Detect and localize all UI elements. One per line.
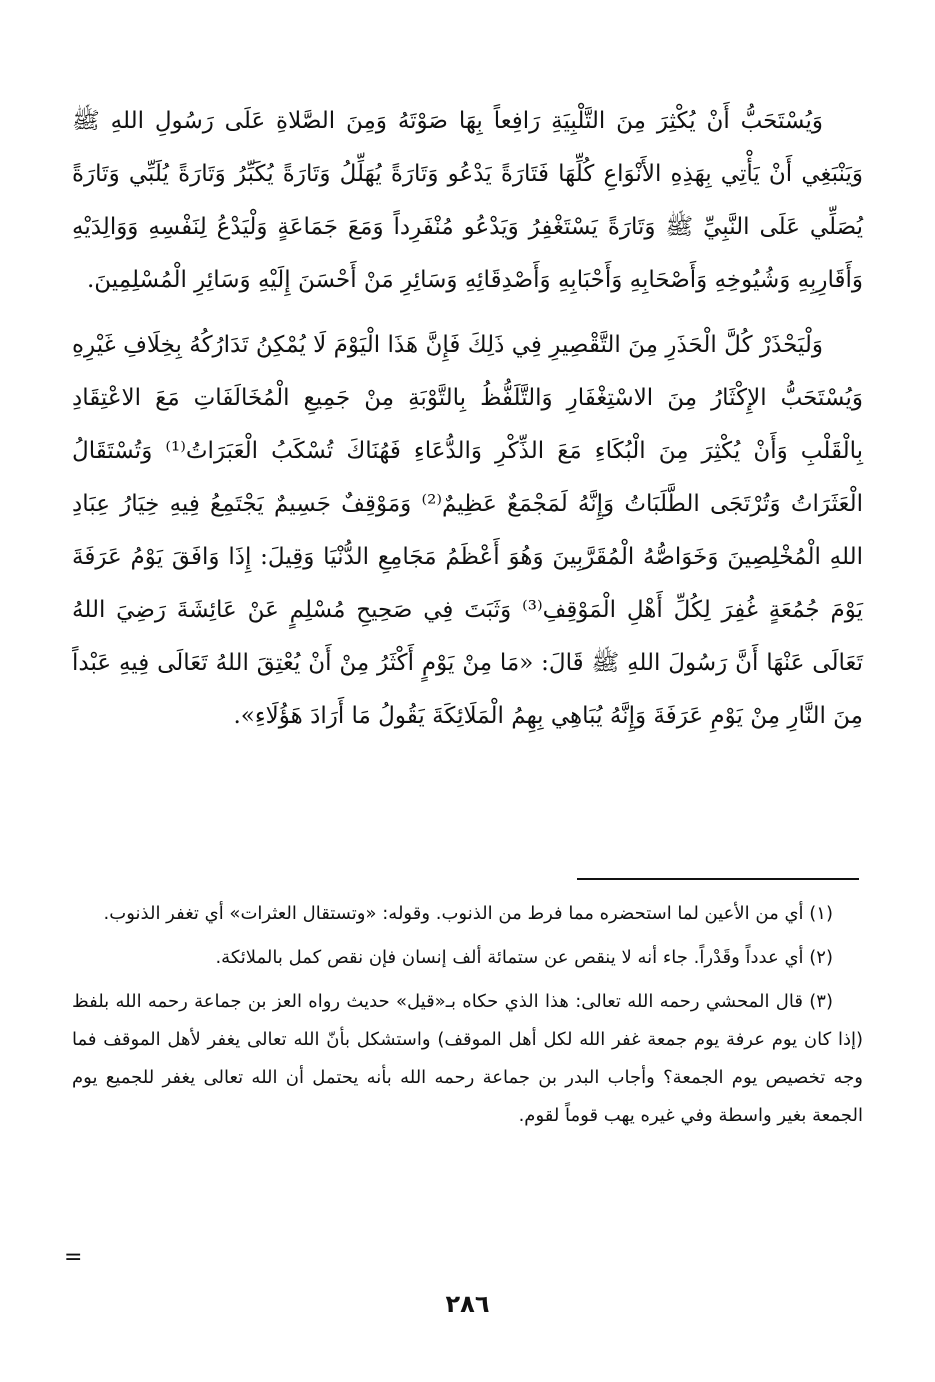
footnotes: [72, 895, 863, 1141]
main-text: [72, 95, 863, 755]
footnote-3: (٣) قال المحشي رحمه الله تعالى: هذا الذي حكاه بـ«قيل» حديث رواه العز بن جماعة رحمه الله بلفظ (إذا كان يوم عرفة يوم جمعة غفر الله لكل أهل الموقف) واستشكل بأنّ الله تعالى يغفر لأهل الموقف فما وجه تخصيص يوم الجمعة؟ وأجاب البدر بن جماعة رحمه الله بأنه يحتمل أن الله تعالى يغفر للجميع يوم الجمعة بغير واسطة وفي غيره يهب قوماً لقوم.: [72, 991, 863, 1126]
footnote-2: (٢) أي عدداً وقَدْراً. جاء أنه لا ينقص عن ستمائة ألف إنسان فإن نقص كمل بالملائكة.: [215, 947, 833, 968]
paragraph-2: وَلْيَحْذَرْ كُلَّ الْحَذَرِ مِنَ التَّقْصِيرِ فِي ذَلِكَ فَإِنَّ هَذَا الْيَوْمَ لَا يُمْكِنُ تَدَارُكُهُ بِخِلَافِ غَيْرِهِ وَيُسْتَحَبُّ الإِكْثَارُ مِنَ الاسْتِغْفَارِ وَالتَّلَفُّظُ بِالتَّوْبَةِ مِنْ جَمِيعِ الْمُخَالَفَاتِ مَعَ الاعْتِقَادِ بِالْقَلْبِ وَأَنْ يُكْثِرَ مِنَ الْبُكَاءِ مَعَ الذِّكْرِ وَالدُّعَاءِ فَهُنَاكَ تُسْكَبُ الْعَبَرَاتُ⁽¹⁾ وَتُسْتَقَالُ الْعَثَرَاتُ وَتُرْتَجَى الطَّلَبَاتُ وَإِنَّهُ لَمَجْمَعٌ عَظِيمٌ⁽²⁾ وَمَوْقِفٌ جَسِيمٌ يَجْتَمِعُ فِيهِ خِيَارُ عِبَادِ اللهِ الْمُخْلِصِينَ وَخَوَاصُّهُ الْمُقَرَّبِينَ وَهُوَ أَعْظَمُ مَجَامِعِ الدُّنْيَا وَقِيلَ: إِذَا وَافَقَ يَوْمُ عَرَفَةَ يَوْمَ جُمُعَةٍ غُفِرَ لِكُلِّ أَهْلِ الْمَوْقِفِ⁽³⁾ وَثَبَتَ فِي صَحِيحِ مُسْلِمٍ عَنْ عَائِشَةَ رَضِيَ اللهُ تَعَالَى عَنْهَا أَنَّ رَسُولَ اللهِ ﷺ قَالَ: «مَا مِنْ يَوْمٍ أَكْثَرُ مِنْ أَنْ يُعْتِقَ اللهُ تَعَالَى فِيهِ عَبْداً مِنَ النَّارِ مِنْ يَوْمِ عَرَفَةَ وَإِنَّهُ يُبَاهِي بِهِمُ الْمَلَائِكَةَ يَقُولُ مَا أَرَادَ هَؤُلَاءِ».: [72, 332, 864, 729]
page-number: ٢٨٦: [445, 1290, 490, 1318]
footnote-1: (١) أي من الأعين لما استحضره مما فرط من الذنوب. وقوله: «وتستقال العثرات» أي تغفر الذنوب.: [103, 903, 833, 924]
paragraph-1: وَيُسْتَحَبُّ أَنْ يُكْثِرَ مِنَ التَّلْبِيَةِ رَافِعاً بِهَا صَوْتَهُ وَمِنَ الصَّلاةِ عَلَى رَسُولِ اللهِ ﷺ وَيَنْبَغِي أَنْ يَأْتِي بِهَذِهِ الأَنْوَاعِ كُلِّهَا فَتَارَةً يَدْعُو وَتَارَةً يُهَلِّلُ وَتَارَةً يُكَبِّرُ وَتَارَةً يُلَبِّي وَتَارَةً يُصَلِّي عَلَى النَّبِيِّ ﷺ وَتَارَةً يَسْتَغْفِرُ وَيَدْعُو مُنْفَرِداً وَمَعَ جَمَاعَةٍ وَلْيَدْعُ لِنَفْسِهِ وَوَالِدَيْهِ وَأَقَارِبِهِ وَشُيُوخِهِ وَأَصْحَابِهِ وَأَحْبَابِهِ وَأَصْدِقَائِهِ وَسَائِرِ مَنْ أَحْسَنَ إِلَيْهِ وَسَائِرِ الْمُسْلِمِينَ.: [72, 108, 863, 293]
footnote-divider: [577, 878, 859, 880]
continuation-mark: =: [64, 1245, 83, 1270]
